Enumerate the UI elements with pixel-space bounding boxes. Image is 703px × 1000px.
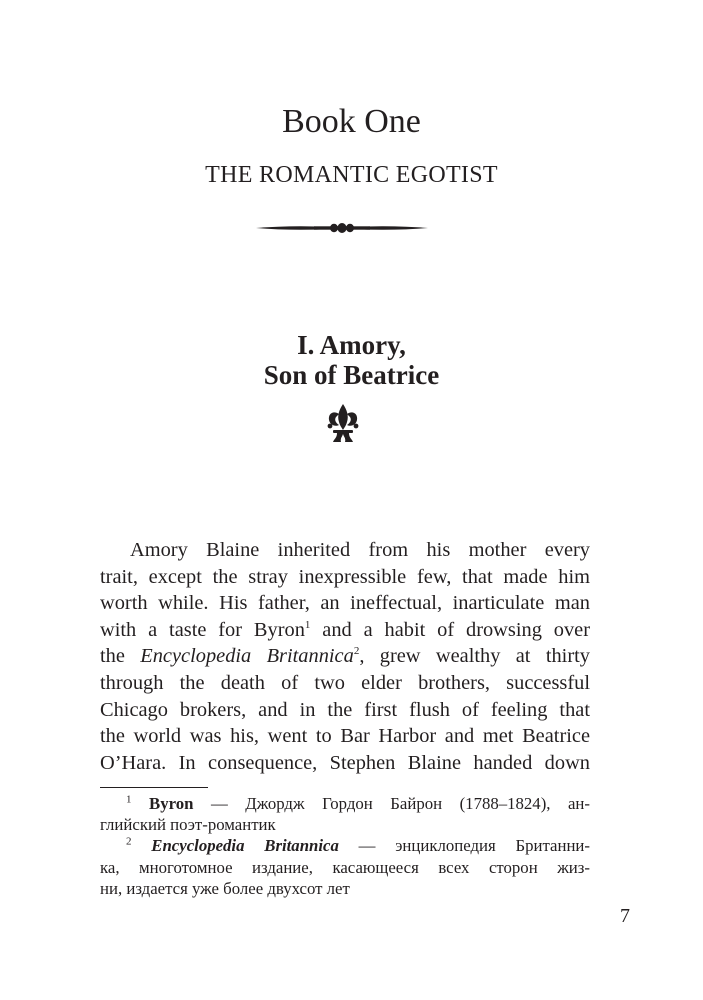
book-subtitle: THE ROMANTIC EGOTIST	[205, 162, 498, 188]
footnote-text: — Джордж Гордон Байрон (1788–1824), ан-	[193, 794, 590, 813]
body-line: Chicago brokers, and in the first flush of feeling that	[100, 698, 590, 721]
body-line	[100, 643, 590, 670]
footnote-number: 1	[126, 793, 132, 806]
body-line-part: with a taste for Byron	[100, 618, 305, 641]
body-line: trait, except the stray inexpressible few, that made him	[100, 565, 590, 588]
chapter-heading	[0, 330, 703, 390]
footnote-term: Encyclopedia Britannica	[151, 836, 339, 856]
body-line: the world was his, went to Bar Harbor and met Beatrice	[100, 725, 590, 748]
body-paragraph	[100, 537, 590, 776]
footnote-term: Byron	[149, 794, 194, 813]
footnote-2-line: ка, многотомное издание, касающееся всех сторон жиз-	[100, 857, 590, 877]
footnote-2-line: ни, издается уже более двухсот лет	[100, 878, 350, 898]
footnote-ref: 2	[353, 645, 360, 658]
body-line	[100, 617, 590, 644]
footnote-ref: 1	[304, 618, 311, 631]
book-title	[0, 100, 703, 144]
italic-title: Encyclopedia Britannica	[140, 645, 354, 668]
body-line-part: , grew wealthy at thirty	[359, 645, 590, 668]
footnote-number: 2	[126, 835, 132, 848]
body-line: O’Hara. In consequence, Stephen Blaine handed down	[100, 751, 590, 774]
page-number: 7	[620, 905, 630, 927]
body-line: worth while. His father, an ineffectual, inarticulate man	[100, 592, 590, 615]
body-line-part: the	[100, 645, 125, 668]
body-line: Amory Blaine inherited from his mother every	[130, 539, 590, 561]
footnote-1-line	[100, 793, 590, 814]
book-title-text: Book One	[282, 103, 421, 140]
footnote-text: — энциклопедия Британни-	[338, 836, 590, 856]
footnote-1-line: глийский поэт-романтик	[100, 815, 276, 835]
footnotes	[100, 793, 590, 899]
footnote-2-line	[100, 835, 590, 856]
chapter-title-line-1: I. Amory,	[297, 330, 406, 360]
body-line-part: and a habit of drowsing over	[322, 618, 590, 641]
ornament-divider-icon	[252, 219, 432, 237]
fleuron-ornament-icon	[325, 402, 361, 444]
chapter-title-line-2: Son of Beatrice	[263, 360, 440, 390]
body-line: through the death of two elder brothers, successful	[100, 671, 590, 694]
footnote-separator	[100, 787, 208, 788]
